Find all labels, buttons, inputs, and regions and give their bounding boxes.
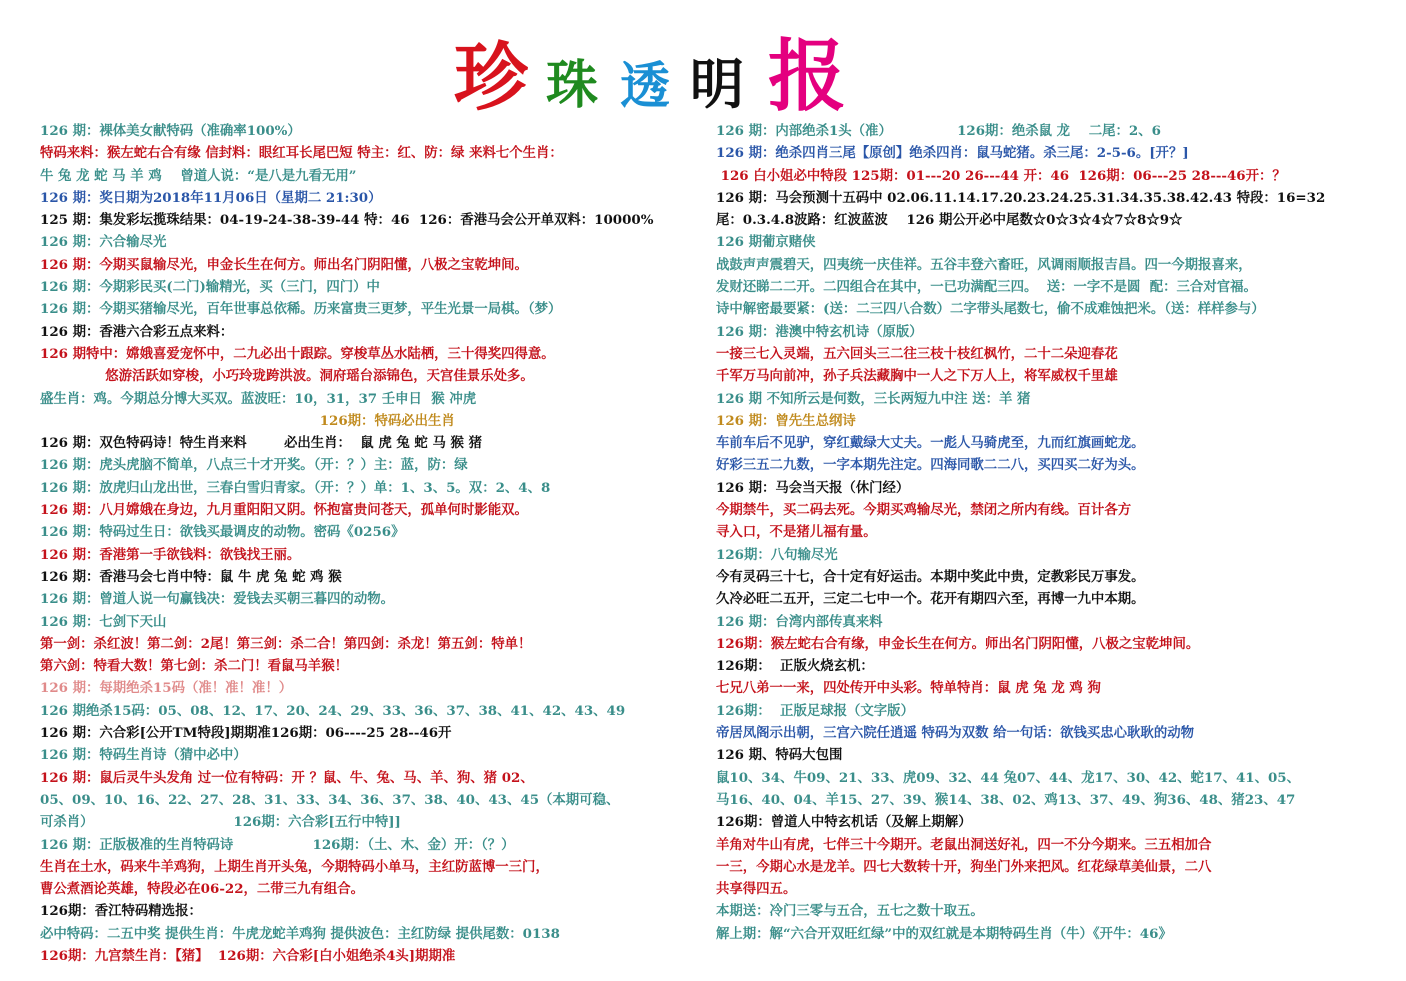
right-text-line: 七兄八弟一一来，四处传开中头彩。特单特肖：鼠 虎 兔 龙 鸡 狗 [716,680,1101,697]
right-text-line: 鼠10、34、牛09、21、33、虎09、32、44 兔07、44、龙17、30、42、蛇17、41、05、 [716,769,1301,786]
left-text-line: 必中特码：二五中奖 提供生肖：牛虎龙蛇羊鸡狗 提供波色：主红防绿 提供尾数：0138 [40,925,560,942]
right-text-line: 126 期：曾先生总纲诗 [716,412,856,429]
right-text-line: 马16、40、04、羊15、27、39、猴14、38、02、鸡13、37、49、狗36、48、猪23、47 [716,791,1296,808]
left-text-line: 126 期：放虎归山龙出世，三春白雪归青家。（开：？）单：1、3、5。双：2、4、8 [40,479,551,496]
right-text-line: 车前车后不见驴，穿红戴绿大丈夫。一彪人马骑虎至，九而红旗画蛇龙。 [716,435,1145,452]
left-text-line: 126 期：曾道人说一句赢钱决：爱钱去买朝三暮四的动物。 [40,591,394,608]
right-text-line: 126 期：内部绝杀1头（准） 126期：绝杀鼠 龙 二尾：2、6 [716,123,1161,139]
left-text-line: 05、09、10、16、22、27、28、31、33、34、36、37、38、40、43、45（本期可稳、 [40,791,620,808]
right-text-line: 尾：0.3.4.8波路：红波蓝波 126 期公开必中尾数☆0☆3☆4☆7☆8☆9☆ [716,212,1183,229]
left-text-line: 126 期：今期买猪输尽光，百年世事总依稀。历来富贵三更梦，平生光景一局棋。（梦） [40,301,562,318]
left-text-line: 第一剑：杀红波！第二剑：2尾！第三剑：杀二合！第四剑：杀龙！第五剑：特单！ [40,635,532,652]
left-text-line: 126 期：六合输尽光 [40,234,167,251]
right-text-line: 126期： 正版足球报（文字版） [716,702,914,719]
title-char: 珍 [453,35,528,121]
left-text-line: 126 期：八月嫦娥在身边，九月重阳阳又阴。怀抱富贵问苍天，孤单何时影能双。 [40,502,528,519]
right-text-line: 共享得四五。 [716,881,797,898]
left-text-line: 126 期：七剑下天山 [40,613,167,630]
left-text-line: 126 期：双色特码诗！特生肖来料 必出生肖： 鼠 虎 兔 蛇 马 猴 猪 [40,435,482,452]
left-text-line: 126 期：裸体美女献特码（准确率100%） [40,123,301,139]
left-text-line: 可杀肖） 126期：六合彩[五行中特]] [40,814,401,831]
left-text-line: 牛 兔 龙 蛇 马 羊 鸡 曾道人说：“是八是九看无用” [40,167,357,184]
right-text-line: 本期送：冷门三零与五合，五七之数十取五。 [716,903,984,920]
right-text-line: 今有灵码三十七，合十定有好运击。本期中奖此中贵，定教彩民万事发。 [716,568,1145,585]
right-text-line: 好彩三五二九数，一字本期先注定。四海同歌二二八，买四买二好为头。 [716,457,1145,474]
left-text-line: 126 期特中：嫦娥喜爱宠怀中，二九必出十跟踪。穿梭草丛水陆栖，三十得奖四得意。 [40,345,555,362]
right-text-line: 126 期：台湾内部传真来料 [716,613,883,630]
right-text-line: 一接三七入灵端，五六回头三二往三枝十枝红枫竹，二十二朵迎春花 [716,345,1118,362]
left-text-line: 126 期：香港马会七肖中特：鼠 牛 虎 兔 蛇 鸡 猴 [40,568,342,585]
right-column [716,120,1392,945]
right-text-line: 今期禁牛，买二码去死。今期买鸡输尽光，禁闭之所内有线。百计各方 [716,502,1132,519]
left-text-line: 126 期：奖日期为2018年11月06日（星期二 21:30） [40,189,382,206]
right-text-line: 126期： 正版火烧玄机： [716,658,874,675]
title-char: 珠 [545,55,598,116]
right-text-line: 久冷必旺二五开，三定二七中一个。花开有期四六至，再博一九中本期。 [716,591,1145,608]
right-text-line: 126 期：绝杀四肖三尾【原创】绝杀四肖：鼠马蛇猪。杀三尾：2-5-6。[开？] [716,145,1189,162]
right-text-line: 千军万马向前冲，孙子兵法藏胸中一人之下万人上，将军威权千里雄 [716,368,1118,385]
title-char: 透 [620,56,670,115]
right-text-line: 羊角对牛山有虎，七伴三十今期开。老鼠出洞送好礼，四一不分今期来。三五相加合 [716,836,1212,853]
left-text-line: 126期：九宫禁生肖：【猪】 126期：六合彩[白小姐绝杀4头]期期准 [40,947,456,964]
left-text-line: 126期：特码必出生肖 [40,412,455,429]
right-text-line: 帝居凤阁示出朝，三宫六院任逍遥 特码为双数 给一句话：欲钱买忠心耿耿的动物 [716,725,1194,742]
right-text-line: 126 期：马会预测十五码中 02.06.11.14.17.20.23.24.25.31.34.35.38.42.43 特段：16=32 [716,189,1326,206]
left-text-line: 126 期：六合彩[公开TM特段]期期准126期：06----25 28--46开 [40,725,452,742]
right-text-line: 126期：曾道人中特玄机话（及解上期解） [716,814,972,831]
left-text-line: 曹公煮酒论英雄，特段必在06-22，二带三九有组合。 [40,881,365,898]
left-text-line: 特码来料：猴左蛇右合有缘 信封料：眼红耳长尾巴短 特主：红、防：绿 来料七个生肖： [40,145,563,162]
right-text-line: 126 期 不知所云是何数，三长两短九中注 送：羊 猪 [716,390,1031,407]
left-text-line: 126 期：今期彩民买(二门)输精光，买（三门，四门）中 [40,279,380,296]
left-text-line: 126 期：鼠后灵牛头发角 过一位有特码：开 ？鼠、牛、兔、马、羊、狗、猪 02、 [40,769,534,786]
left-text-line: 126 期：每期绝杀15码（准！准！准！） [40,680,293,697]
left-text-line: 126 期：香港六合彩五点来料： [40,323,234,340]
left-text-line: 第六剑：特看大数！第七剑：杀二门！看鼠马羊猴！ [40,658,348,675]
left-text-line: 126 期：虎头虎脑不简单，八点三十才开奖。（开：？）主：蓝，防：绿 [40,457,468,474]
left-text-line: 126 期：特码生肖诗（猜中必中） [40,747,247,764]
left-text-line: 125 期：集发彩坛揽珠结果：04-19-24-38-39-44 特：46 126：香港马会公开单双料：10000% [40,212,654,229]
title-char: 报 [768,31,847,122]
left-text-line: 126期：香江特码精选报： [40,903,202,920]
right-text-line: 寻入口，不是猪儿福有量。 [716,524,877,541]
right-text-line: 发财还睇二二开。二四组合在其中，一已功满配三四。 送：一字不是圆 配：三合对官福。 [716,279,1257,296]
right-text-line: 126期：八句输尽光 [716,546,838,563]
right-text-line: 126 期：马会当天报（休门经） [716,479,910,496]
right-text-line: 战鼓声声震碧天，四夷统一庆佳祥。五谷丰登六畜旺，风调雨顺报吉昌。四一今期报喜来， [716,256,1252,273]
left-text-line: 生肖在土水，码来牛羊鸡狗，上期生肖开头兔，今期特码小单马，主红防蓝博一三门， [40,858,549,875]
right-text-line: 126 期：港澳中特玄机诗（原版） [716,323,923,340]
right-text-line: 解上期：解“六合开双旺红绿”中的双红就是本期特码生肖（牛）《开牛：46》 [716,925,1172,942]
left-text-line: 126 期：今期买鼠输尽光，申金长生在何方。师出名门阴阳懂，八极之宝乾坤间。 [40,256,528,273]
right-text-line: 126期：猴左蛇右合有缘，申金长生在何方。师出名门阴阳懂，八极之宝乾坤间。 [716,635,1200,652]
right-text-line: 126 期葡京赌侠 [716,234,816,251]
left-text-line: 126 期绝杀15码：05、08、12、17、20、24、29、33、36、37、38、41、42、43、49 [40,702,626,719]
right-text-line: 一三，今期心水是龙羊。四七大数转十开，狗坐门外来把风。红花绿草美仙景，二八 [716,858,1212,875]
right-text-line: 126 白小姐必中特段 125期：01---20 26---44 开：46 126期：06---25 28---46开：？ [716,167,1286,184]
left-text-line: 盛生肖：鸡。今期总分博大买双。蓝波旺：10，31，37 壬申日 猴 冲虎 [40,390,477,407]
left-text-line: 126 期：香港第一手欲钱料：欲钱找王丽。 [40,546,301,563]
left-text-line: 126 期：特码过生日：欲钱买最调皮的动物。密码《0256》 [40,524,405,541]
left-text-line: 悠游活跃如穿梭，小巧玲珑跨洪波。洞府瑶台添锦色，天宫佳景乐处多。 [40,368,534,385]
left-text-line: 126 期：正版极准的生肖特码诗 126期：（土、木、金）开：（？） [40,836,515,853]
page-title [0,14,1300,126]
left-column [40,120,708,967]
title-char: 明 [690,52,744,116]
right-text-line: 126 期、特码大包围 [716,747,843,764]
right-text-line: 诗中解密最要紧：(送：二三四八合数）二字带头尾数七，偷不成难蚀把米。（送：样样参与） [716,301,1265,318]
